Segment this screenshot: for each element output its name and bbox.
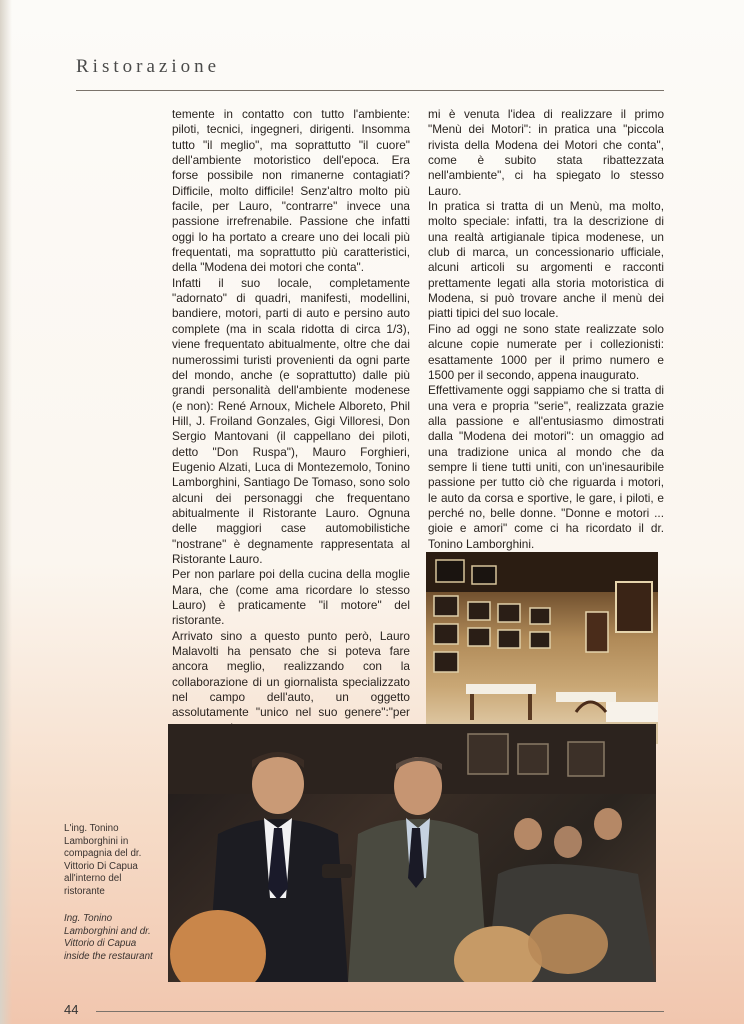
footer-rule: [96, 1011, 664, 1012]
caption-text: Ing. Tonino Lamborghini and dr. Vittorio di Capua inside the restaurant: [64, 913, 153, 962]
paragraph: Effettivamente oggi sappiamo che si tratta di una vera e propria "serie", realizzata grazie alla passione e all'entusiasmo dimostrati dalla "Modena dei motori": un omaggio ad una tradizione unica al mondo che da sempre li tiene tutti uniti, con un'inesauribile passione per tutto ciò che riguarda i motori, le auto da corsa e sportive, le gare, i piloti, e perché no, belle donne. "Donne e motori ... gioie e amori" come ci ha ricordato il dr. Tonino Lamborghini.: [428, 383, 664, 551]
restaurant-interior-illustration: [426, 552, 658, 744]
article-column-left: [172, 107, 410, 736]
paragraph: In pratica si tratta di un Menù, ma molto, molto speciale: infatti, tra la descrizione di una realtà artigianale tipica modenese, un club di marca, un concessionario ufficiale, alcuni articoli su argomenti e racconti prettamente legati alla storia motoristica di Modena, si può trovare anche il menù dei piatti tipici del suo locale.: [428, 199, 664, 321]
photo-caption-english: [64, 913, 160, 963]
paragraph: Arrivato sino a questo punto però, Lauro Malavolti ha pensato che si poteva fare ancora meglio, realizzando con la collaborazione di un giornalista specializzato nel campo dell'auto, un oggetto assolutamente "unico nel suo genere":"per: [172, 628, 410, 720]
header-rule: [76, 90, 664, 91]
paragraph: mi è venuta l'idea di realizzare il primo "Menù dei Motori": in pratica una "piccola rivista della Modena dei Motori che conta", come è subito stata ribattezzata nell'ambiente", ci ha spiegato lo stesso Lauro.: [428, 107, 664, 198]
paragraph: temente in contatto con tutto l'ambiente: piloti, tecnici, ingegneri, dirigenti. Insomma tutto "il meglio", ma soprattutto "il cuore" dell'ambiente motoristico dell'epoca. Era forse possibile non rimanerne contagiati? Difficile, molto difficile! Senz'altro molto più facile, per Lauro, "contrarre" invece una passione irrefrenabile. Passione che infatti oggi lo ha portato a creare uno dei locali più frequentati, ma soprattutto più caratteristici, della "Modena dei motori che conta".: [172, 107, 410, 275]
page-number: 44: [64, 1002, 79, 1017]
paragraph: Infatti il suo locale, completamente "adornato" di quadri, manifesti, modellini, bandiere, motori, parti di auto e persino auto complete (ma in scala ridotta di circa 1/3), viene frequentato abitualmente, oltre che dai numerossimi turisti provenienti da ogni parte del mondo, anche (e soprattutto) dalle più grandi personalità dell'ambiente modenese (e non): René Arnoux, Michele Alboreto, Phil Hill, J. Froiland Gonzales, Gigi Villoresi, Don Sergio Mantovani (il cappellano dei piloti, detto "Don Ruspa"), Mauro Forghieri, Eugenio Alzati, Luca di Montezemolo, Tonino Lamborghini, Santiago De Tomaso, sono solo alcuni dei personaggi che frequentano abitualmente il Ristorante Lauro. Ognuna delle maggiori case automobilistiche "nostrane" è degnamente rappresentata al Ristorante Lauro.: [172, 275, 410, 566]
people-photo: [168, 724, 656, 982]
caption-text: L'ing. Tonino Lamborghini in compagnia del dr. Vittorio Di Capua all'interno del ristorante: [64, 823, 142, 897]
article-column-right: [428, 107, 664, 552]
page-spine-shadow: [0, 0, 12, 1024]
section-title: Ristorazione: [76, 56, 221, 77]
restaurant-interior-photo: [426, 552, 658, 744]
paragraph: Per non parlare poi della cucina della moglie Mara, che (come ama ricordare lo stesso Lauro) è praticamente "il motore" del ristorante.: [172, 567, 410, 628]
paragraph: Fino ad oggi ne sono state realizzate solo alcune copie numerate per i collezionisti: esattamente 1000 per il primo numero e 1500 per il secondo, appena inaugurato.: [428, 321, 664, 382]
photo-caption-italian: [64, 823, 160, 898]
people-illustration: [168, 724, 656, 982]
